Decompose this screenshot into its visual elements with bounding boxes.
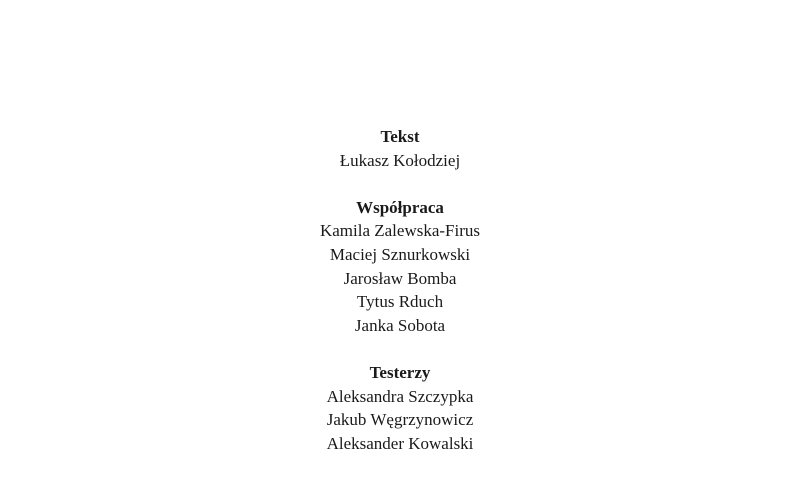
- credits-section-testerzy: [0, 361, 800, 455]
- credit-name: Janka Sobota: [354, 315, 446, 335]
- credits: [0, 125, 800, 479]
- credit-name: Aleksander Kowalski: [326, 433, 474, 453]
- section-heading: Tekst: [380, 127, 420, 146]
- section-heading: Współpraca: [356, 197, 444, 217]
- credit-name: Maciej Sznurkowski: [329, 244, 471, 264]
- credit-name: Jakub Węgrzynowicz: [326, 410, 474, 430]
- credit-name: Łukasz Kołodziej: [339, 150, 461, 170]
- credit-name: Aleksandra Szczypka: [326, 386, 474, 406]
- credits-section-wspolpraca: [0, 196, 800, 338]
- credits-section-tekst: [0, 125, 800, 172]
- credit-name: Tytus Rduch: [356, 292, 444, 312]
- credit-name: Kamila Zalewska-Firus: [319, 221, 481, 241]
- credit-name: Jarosław Bomba: [343, 268, 457, 288]
- section-heading: Testerzy: [369, 362, 431, 382]
